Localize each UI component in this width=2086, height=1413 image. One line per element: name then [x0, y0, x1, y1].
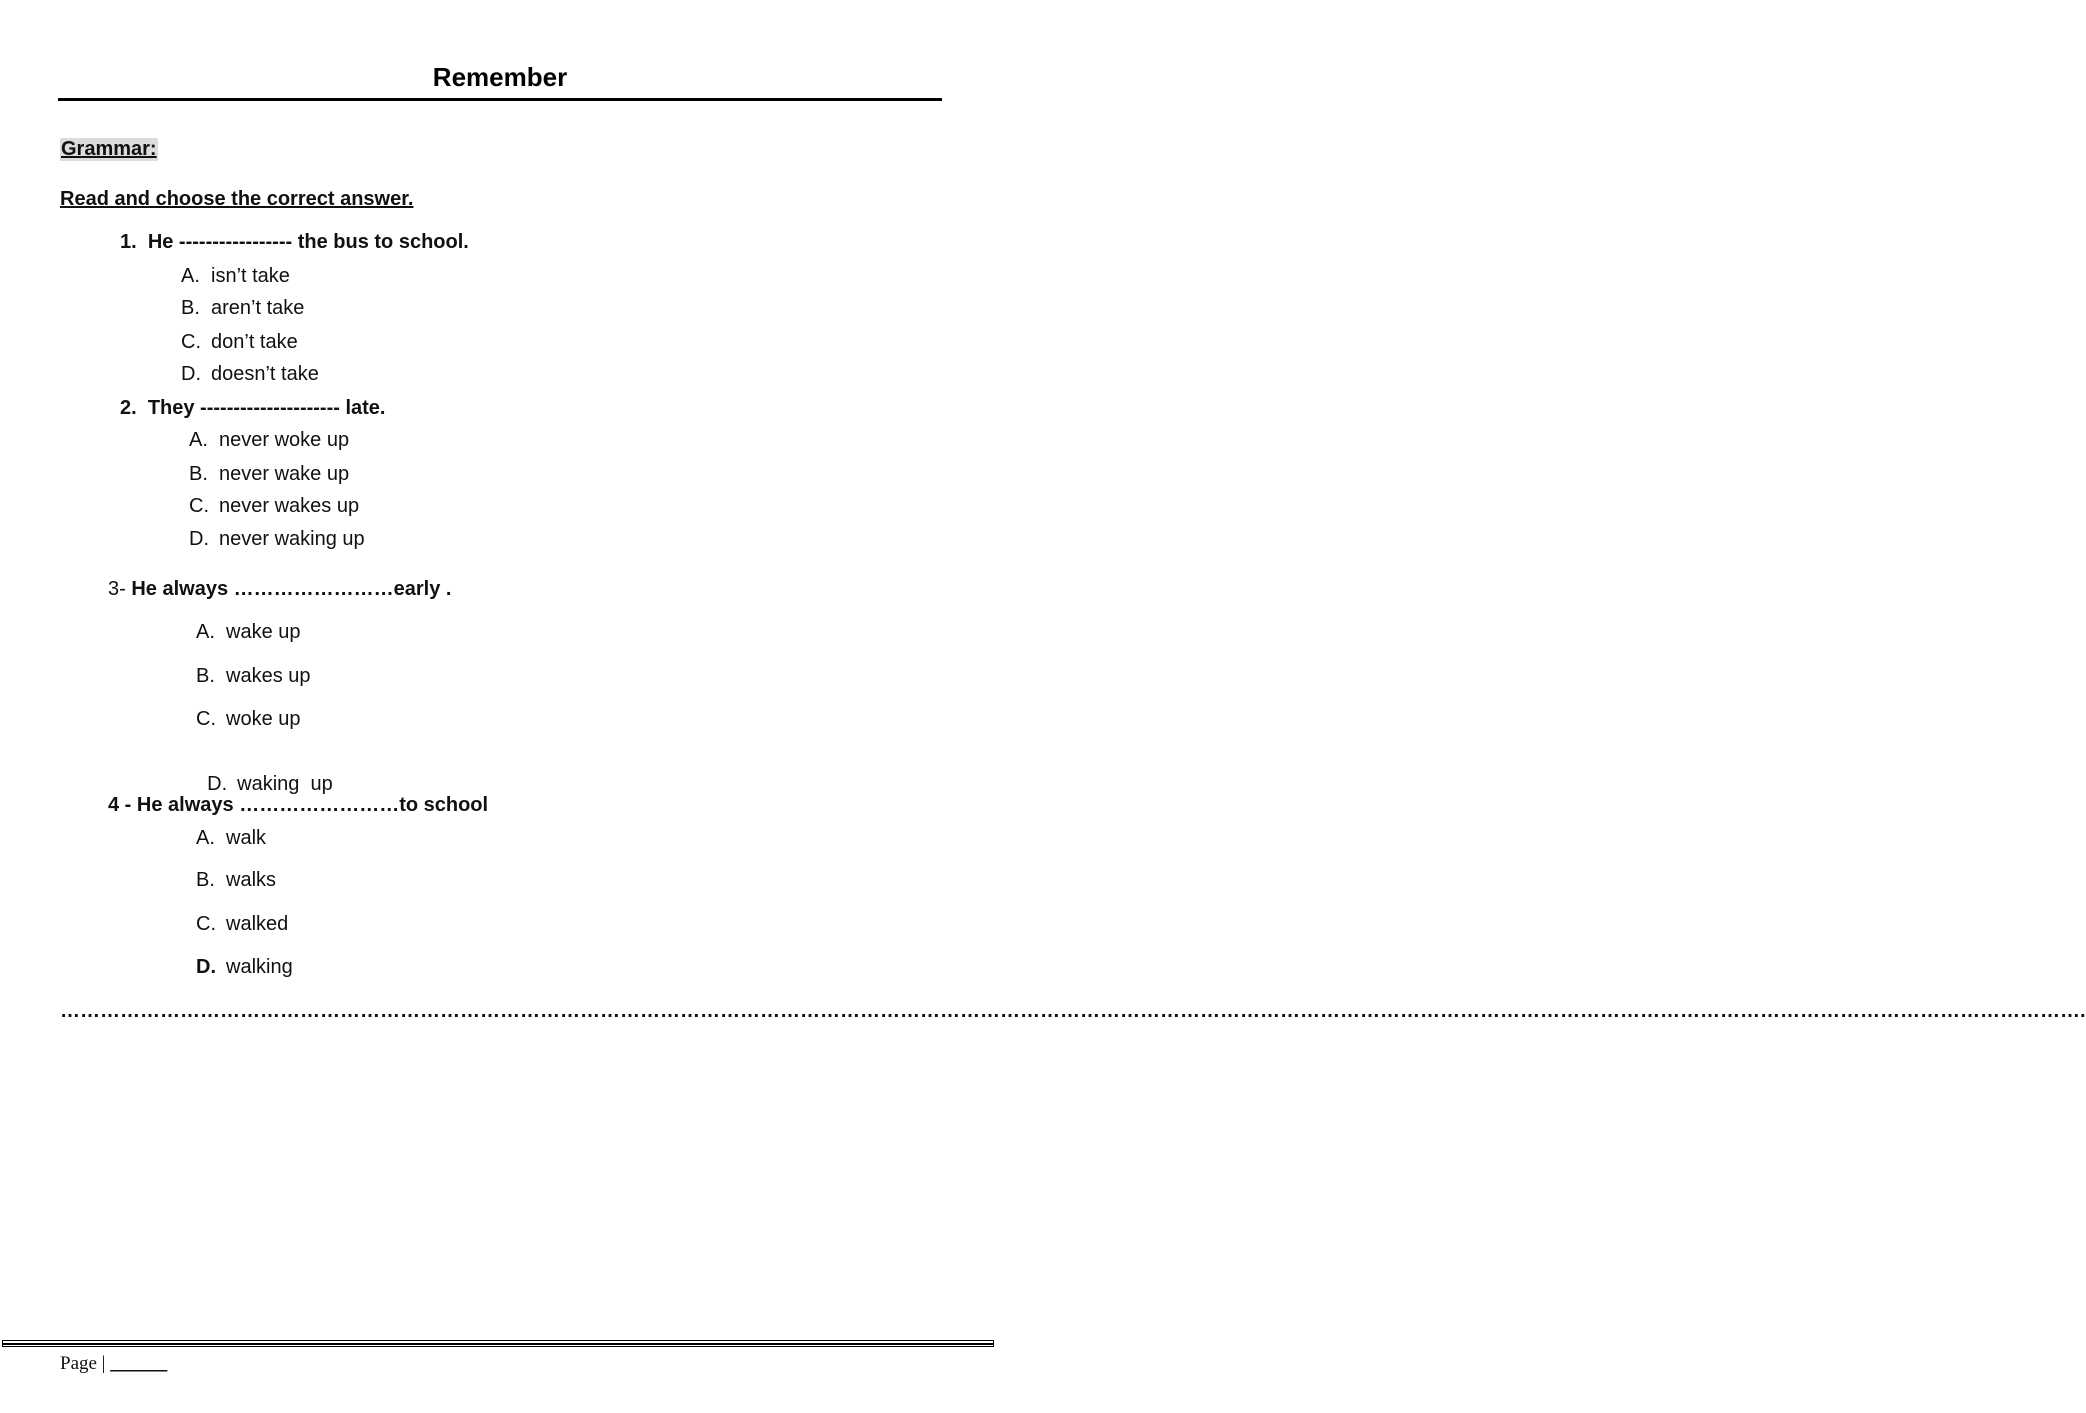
question-1: [120, 231, 469, 254]
option-letter: B.: [181, 297, 200, 319]
option-1c[interactable]: [181, 331, 298, 354]
option-text: wake up: [226, 621, 301, 643]
option-text: walking: [226, 956, 293, 978]
option-letter: A.: [189, 429, 208, 451]
option-text: never woke up: [219, 429, 350, 451]
option-text: woke up: [226, 708, 301, 730]
option-letter: D.: [189, 528, 209, 550]
question-3: [108, 578, 451, 601]
question-number: 3-: [108, 578, 126, 600]
option-letter: A.: [196, 827, 215, 849]
question-number: 4 -: [108, 794, 132, 816]
option-letter: D.: [181, 363, 201, 385]
section-label: Grammar:: [61, 138, 157, 160]
page-footer: [60, 1353, 167, 1375]
option-letter: A.: [181, 265, 200, 287]
option-4d[interactable]: [196, 956, 293, 979]
option-letter: D.: [207, 773, 228, 795]
option-text: doesn’t take: [211, 363, 319, 385]
option-3b[interactable]: [196, 665, 311, 688]
dotted-separator: …………………………………………………………………………………………………………………………………………………………………………………………………………………………………………………………………………….: [60, 1000, 2086, 1022]
option-letter: C.: [189, 495, 209, 517]
option-text: don’t take: [211, 331, 298, 353]
page-title: Remember: [432, 62, 568, 92]
question-text: He always ……………………early .: [131, 578, 452, 600]
footer-divider-inner: [2, 1343, 994, 1345]
question-2: [120, 397, 386, 420]
question-text: He ----------------- the bus to school.: [147, 231, 469, 253]
question-4: [108, 794, 488, 817]
option-letter: A.: [196, 621, 215, 643]
option-2d[interactable]: [189, 528, 365, 551]
option-text: walk: [226, 827, 267, 849]
option-4b[interactable]: [196, 869, 276, 892]
option-letter: D.: [196, 956, 216, 978]
question-number: 2.: [120, 397, 137, 419]
option-letter: B.: [196, 869, 215, 891]
instruction-text: Read and choose the correct answer.: [60, 188, 414, 210]
option-letter: B.: [196, 665, 215, 687]
option-text: walks: [226, 869, 277, 891]
option-3c[interactable]: [196, 708, 301, 731]
option-letter: C.: [196, 913, 216, 935]
option-text: never waking up: [219, 528, 365, 550]
option-4a[interactable]: [196, 827, 266, 850]
page-label: Page |: [60, 1353, 106, 1374]
question-number: 1.: [120, 231, 137, 253]
option-text: aren’t take: [211, 297, 305, 319]
option-3a[interactable]: [196, 621, 301, 644]
question-text: They --------------------- late.: [147, 397, 386, 419]
option-text: isn’t take: [211, 265, 290, 287]
option-1a[interactable]: [181, 265, 290, 288]
title-divider: [58, 98, 942, 101]
option-1d[interactable]: [181, 363, 319, 386]
option-2b[interactable]: [189, 463, 349, 486]
option-text: waking up: [237, 773, 333, 795]
option-text: walked: [226, 913, 289, 935]
page-number-blank: ______: [110, 1353, 168, 1374]
option-letter: B.: [189, 463, 208, 485]
option-2a[interactable]: [189, 429, 349, 452]
option-letter: C.: [181, 331, 201, 353]
question-text: He always ……………………to school: [136, 794, 489, 816]
option-text: never wake up: [219, 463, 350, 485]
option-4c[interactable]: [196, 913, 288, 936]
option-1b[interactable]: [181, 297, 304, 320]
option-3d[interactable]: [196, 750, 333, 796]
option-text: never wakes up: [219, 495, 360, 517]
option-2c[interactable]: [189, 495, 359, 518]
option-letter: C.: [196, 708, 216, 730]
option-text: wakes up: [226, 665, 311, 687]
